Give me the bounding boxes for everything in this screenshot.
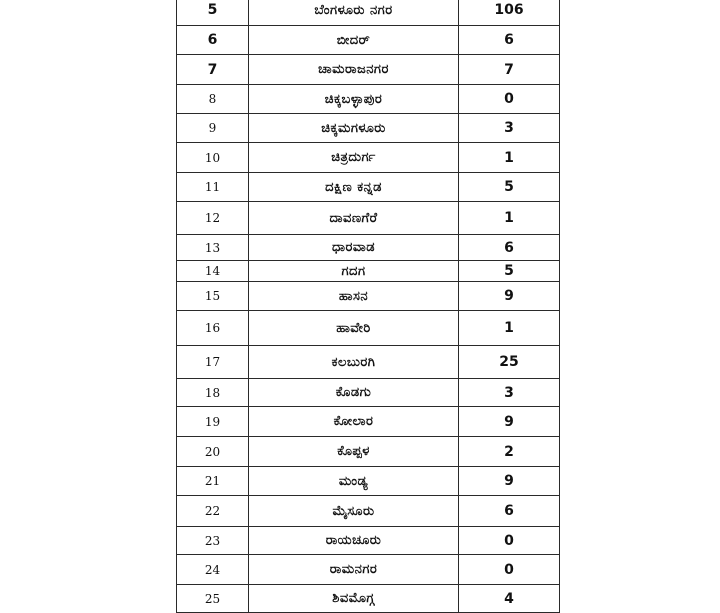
district-name-cell: ದಕ್ಷಿಣ ಕನ್ನಡ	[249, 173, 459, 202]
serial-number-cell: 7	[177, 55, 249, 85]
serial-number-cell: 22	[177, 496, 249, 527]
district-name-cell: ಶಿವಮೊಗ್ಗ	[249, 585, 459, 613]
district-name-cell: ಚಾಮರಾಜನಗರ	[249, 55, 459, 85]
table-row	[177, 555, 560, 585]
table-row	[177, 55, 560, 85]
table-row	[177, 346, 560, 379]
case-count-cell: 2	[459, 437, 560, 467]
serial-number-cell: 16	[177, 311, 249, 346]
serial-number-cell: 21	[177, 467, 249, 496]
district-name-cell: ಮೈಸೂರು	[249, 496, 459, 527]
table-row	[177, 202, 560, 235]
case-count-cell: 3	[459, 379, 560, 407]
case-count-cell: 6	[459, 496, 560, 527]
case-count-cell: 3	[459, 114, 560, 143]
district-name-cell: ಚಿಕ್ಕಮಗಳೂರು	[249, 114, 459, 143]
serial-number-cell: 18	[177, 379, 249, 407]
case-count-cell: 1	[459, 143, 560, 173]
table-row	[177, 173, 560, 202]
district-name-cell: ಕೋಲಾರ	[249, 407, 459, 437]
district-name-cell: ದಾವಣಗೆರೆ	[249, 202, 459, 235]
district-name-cell: ಹಾವೇರಿ	[249, 311, 459, 346]
district-cases-table	[176, 0, 560, 613]
district-name-cell: ಹಾಸನ	[249, 282, 459, 311]
case-count-cell: 7	[459, 55, 560, 85]
table-row	[177, 261, 560, 282]
district-name-cell: ಮಂಡ್ಯ	[249, 467, 459, 496]
case-count-cell: 9	[459, 282, 560, 311]
serial-number-cell: 13	[177, 235, 249, 261]
district-name-cell: ಚಿತ್ರದುರ್ಗ	[249, 143, 459, 173]
district-name-cell: ರಾಮನಗರ	[249, 555, 459, 585]
table-row	[177, 585, 560, 613]
table-row	[177, 0, 560, 26]
table-row	[177, 26, 560, 55]
serial-number-cell: 19	[177, 407, 249, 437]
serial-number-cell: 24	[177, 555, 249, 585]
case-count-cell: 9	[459, 407, 560, 437]
serial-number-cell: 12	[177, 202, 249, 235]
serial-number-cell: 17	[177, 346, 249, 379]
table-row	[177, 527, 560, 555]
serial-number-cell: 8	[177, 85, 249, 114]
serial-number-cell: 5	[177, 0, 249, 26]
serial-number-cell: 10	[177, 143, 249, 173]
case-count-cell: 0	[459, 527, 560, 555]
table-row	[177, 379, 560, 407]
district-name-cell: ರಾಯಚೂರು	[249, 527, 459, 555]
table-row	[177, 467, 560, 496]
case-count-cell: 106	[459, 0, 560, 26]
serial-number-cell: 9	[177, 114, 249, 143]
table-row	[177, 407, 560, 437]
serial-number-cell: 15	[177, 282, 249, 311]
case-count-cell: 25	[459, 346, 560, 379]
table-row	[177, 235, 560, 261]
table-row	[177, 143, 560, 173]
serial-number-cell: 23	[177, 527, 249, 555]
table-row	[177, 85, 560, 114]
case-count-cell: 1	[459, 311, 560, 346]
table-row	[177, 496, 560, 527]
case-count-cell: 6	[459, 235, 560, 261]
case-count-cell: 6	[459, 26, 560, 55]
serial-number-cell: 25	[177, 585, 249, 613]
district-name-cell: ಗದಗ	[249, 261, 459, 282]
district-name-cell: ಚಿಕ್ಕಬಳ್ಳಾಪುರ	[249, 85, 459, 114]
serial-number-cell: 20	[177, 437, 249, 467]
table-body	[177, 0, 560, 613]
table-row	[177, 311, 560, 346]
district-name-cell: ಧಾರವಾಡ	[249, 235, 459, 261]
table-row	[177, 282, 560, 311]
district-name-cell: ಕೊಪ್ಪಳ	[249, 437, 459, 467]
case-count-cell: 5	[459, 173, 560, 202]
district-name-cell: ಬೀದರ್	[249, 26, 459, 55]
serial-number-cell: 14	[177, 261, 249, 282]
case-count-cell: 0	[459, 85, 560, 114]
case-count-cell: 9	[459, 467, 560, 496]
table-row	[177, 437, 560, 467]
case-count-cell: 4	[459, 585, 560, 613]
serial-number-cell: 6	[177, 26, 249, 55]
case-count-cell: 0	[459, 555, 560, 585]
table-row	[177, 114, 560, 143]
case-count-cell: 1	[459, 202, 560, 235]
district-name-cell: ಕೊಡಗು	[249, 379, 459, 407]
district-name-cell: ಬೆಂಗಳೂರು ನಗರ	[249, 0, 459, 26]
case-count-cell: 5	[459, 261, 560, 282]
serial-number-cell: 11	[177, 173, 249, 202]
district-name-cell: ಕಲಬುರಗಿ	[249, 346, 459, 379]
